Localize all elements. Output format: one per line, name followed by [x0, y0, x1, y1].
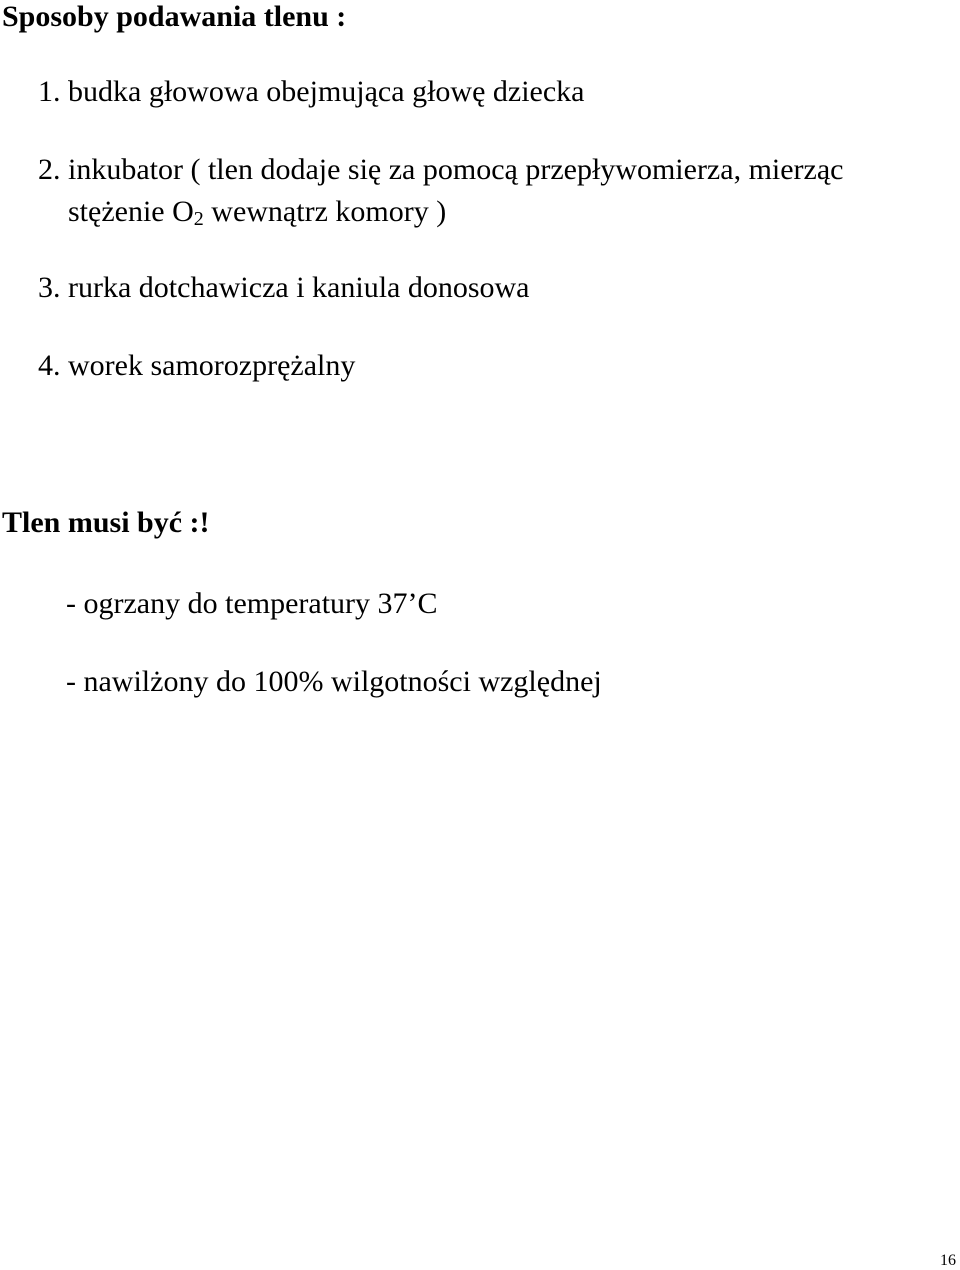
- continuation-text-after: wewnątrz komory ): [203, 195, 447, 228]
- list-item: [38, 72, 584, 112]
- list-item: [38, 268, 530, 308]
- list-item: [38, 150, 844, 190]
- list-item-number: 4.: [38, 349, 61, 382]
- subscript: 2: [193, 208, 204, 230]
- heading-oxygen-methods: Sposoby podawania tlenu :: [2, 0, 347, 33]
- list-item-text: rurka dotchawicza i kaniula donosowa: [68, 271, 530, 304]
- list-item-text: budka głowowa obejmująca głowę dziecka: [68, 75, 585, 108]
- requirement-item: - nawilżony do 100% wilgotności względnej: [66, 665, 602, 698]
- continuation-text-before: stężenie O: [68, 195, 194, 228]
- heading-oxygen-requirements: Tlen musi być :!: [2, 506, 210, 539]
- list-item: [38, 346, 355, 386]
- list-item-text: worek samorozprężalny: [68, 349, 356, 382]
- page-number: 16: [940, 1252, 956, 1269]
- list-item-text: inkubator ( tlen dodaje się za pomocą przepływomierza, mierząc: [68, 153, 844, 186]
- list-item-number: 2.: [38, 153, 61, 186]
- list-item-continuation: [68, 192, 446, 232]
- list-item-number: 1.: [38, 75, 61, 108]
- requirement-item: - ogrzany do temperatury 37’C: [66, 587, 438, 620]
- list-item-number: 3.: [38, 271, 61, 304]
